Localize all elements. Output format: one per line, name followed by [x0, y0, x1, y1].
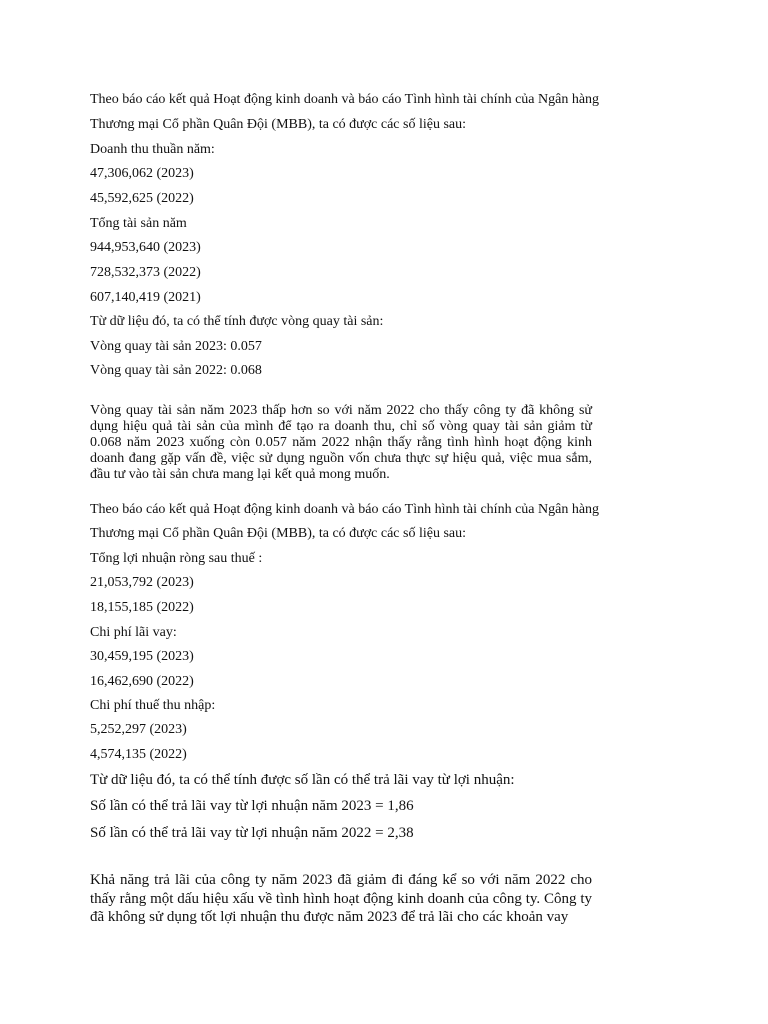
- tax-2022: 4,574,135 (2022): [90, 747, 187, 762]
- revenue-2022: 45,592,625 (2022): [90, 191, 194, 206]
- interest-label: Chi phí lãi vay:: [90, 625, 177, 640]
- profit-2023: 21,053,792 (2023): [90, 575, 194, 590]
- tax-2023: 5,252,297 (2023): [90, 722, 187, 737]
- assets-2022: 728,532,373 (2022): [90, 265, 201, 280]
- section1-intro-line2: Thương mại Cổ phần Quân Đội (MBB), ta có được các số liệu sau:: [90, 117, 467, 132]
- interest-2023: 30,459,195 (2023): [90, 649, 194, 664]
- profit-label: Tổng lợi nhuận ròng sau thuế :: [90, 551, 263, 566]
- interest-2022: 16,462,690 (2022): [90, 674, 194, 689]
- coverage-analysis-paragraph: Khả năng trả lãi của công ty năm 2023 đã giảm đi đáng kể so với năm 2022 cho thấy rằng một dấu hiệu xấu về tình hình hoạt động kinh doanh của công ty. Công ty đã không sử dụng tốt lợi nhuận thu được năm 2023 để trả lãi cho các khoản vay: [90, 872, 592, 925]
- assets-2021: 607,140,419 (2021): [90, 290, 201, 305]
- section2-intro-line2: Thương mại Cổ phần Quân Đội (MBB), ta có được các số liệu sau:: [90, 526, 467, 541]
- revenue-2023: 47,306,062 (2023): [90, 166, 194, 181]
- profit-2022: 18,155,185 (2022): [90, 600, 194, 615]
- turnover-analysis-paragraph: Vòng quay tài sản năm 2023 thấp hơn so với năm 2022 cho thấy công ty đã không sử dụng hiệu quả tài sản của mình để tạo ra doanh thu, chỉ số vòng quay tài sản giảm từ 0.068 năm 2023 xuống còn 0.057 năm 2022 nhận thấy rằng tình hình hoạt động kinh doanh đang gặp vấn đề, việc sử dụng nguồn vốn chưa thực sự hiệu quả, việc mua sắm, đầu tư vào tài sản chưa mang lại kết quả mong muốn.: [90, 403, 592, 482]
- assets-2023: 944,953,640 (2023): [90, 240, 201, 255]
- coverage-calc-intro: Từ dữ liệu đó, ta có thể tính được số lần có thể trả lãi vay từ lợi nhuận:: [90, 772, 515, 788]
- turnover-calc-intro: Từ dữ liệu đó, ta có thể tính được vòng quay tài sản:: [90, 314, 384, 329]
- turnover-2022: Vòng quay tài sản 2022: 0.068: [90, 363, 262, 378]
- section2-intro-line1: Theo báo cáo kết quả Hoạt động kinh doanh và báo cáo Tình hình tài chính của Ngân hàng: [90, 502, 600, 517]
- section1-intro-line1: Theo báo cáo kết quả Hoạt động kinh doanh và báo cáo Tình hình tài chính của Ngân hàng: [90, 92, 600, 107]
- coverage-2023: Số lần có thể trả lãi vay từ lợi nhuận năm 2023 = 1,86: [90, 798, 414, 814]
- assets-label: Tổng tài sản năm: [90, 216, 187, 231]
- coverage-2022: Số lần có thể trả lãi vay từ lợi nhuận năm 2022 = 2,38: [90, 825, 414, 841]
- turnover-2023: Vòng quay tài sản 2023: 0.057: [90, 339, 262, 354]
- tax-label: Chi phí thuế thu nhập:: [90, 698, 216, 713]
- revenue-label: Doanh thu thuần năm:: [90, 142, 215, 157]
